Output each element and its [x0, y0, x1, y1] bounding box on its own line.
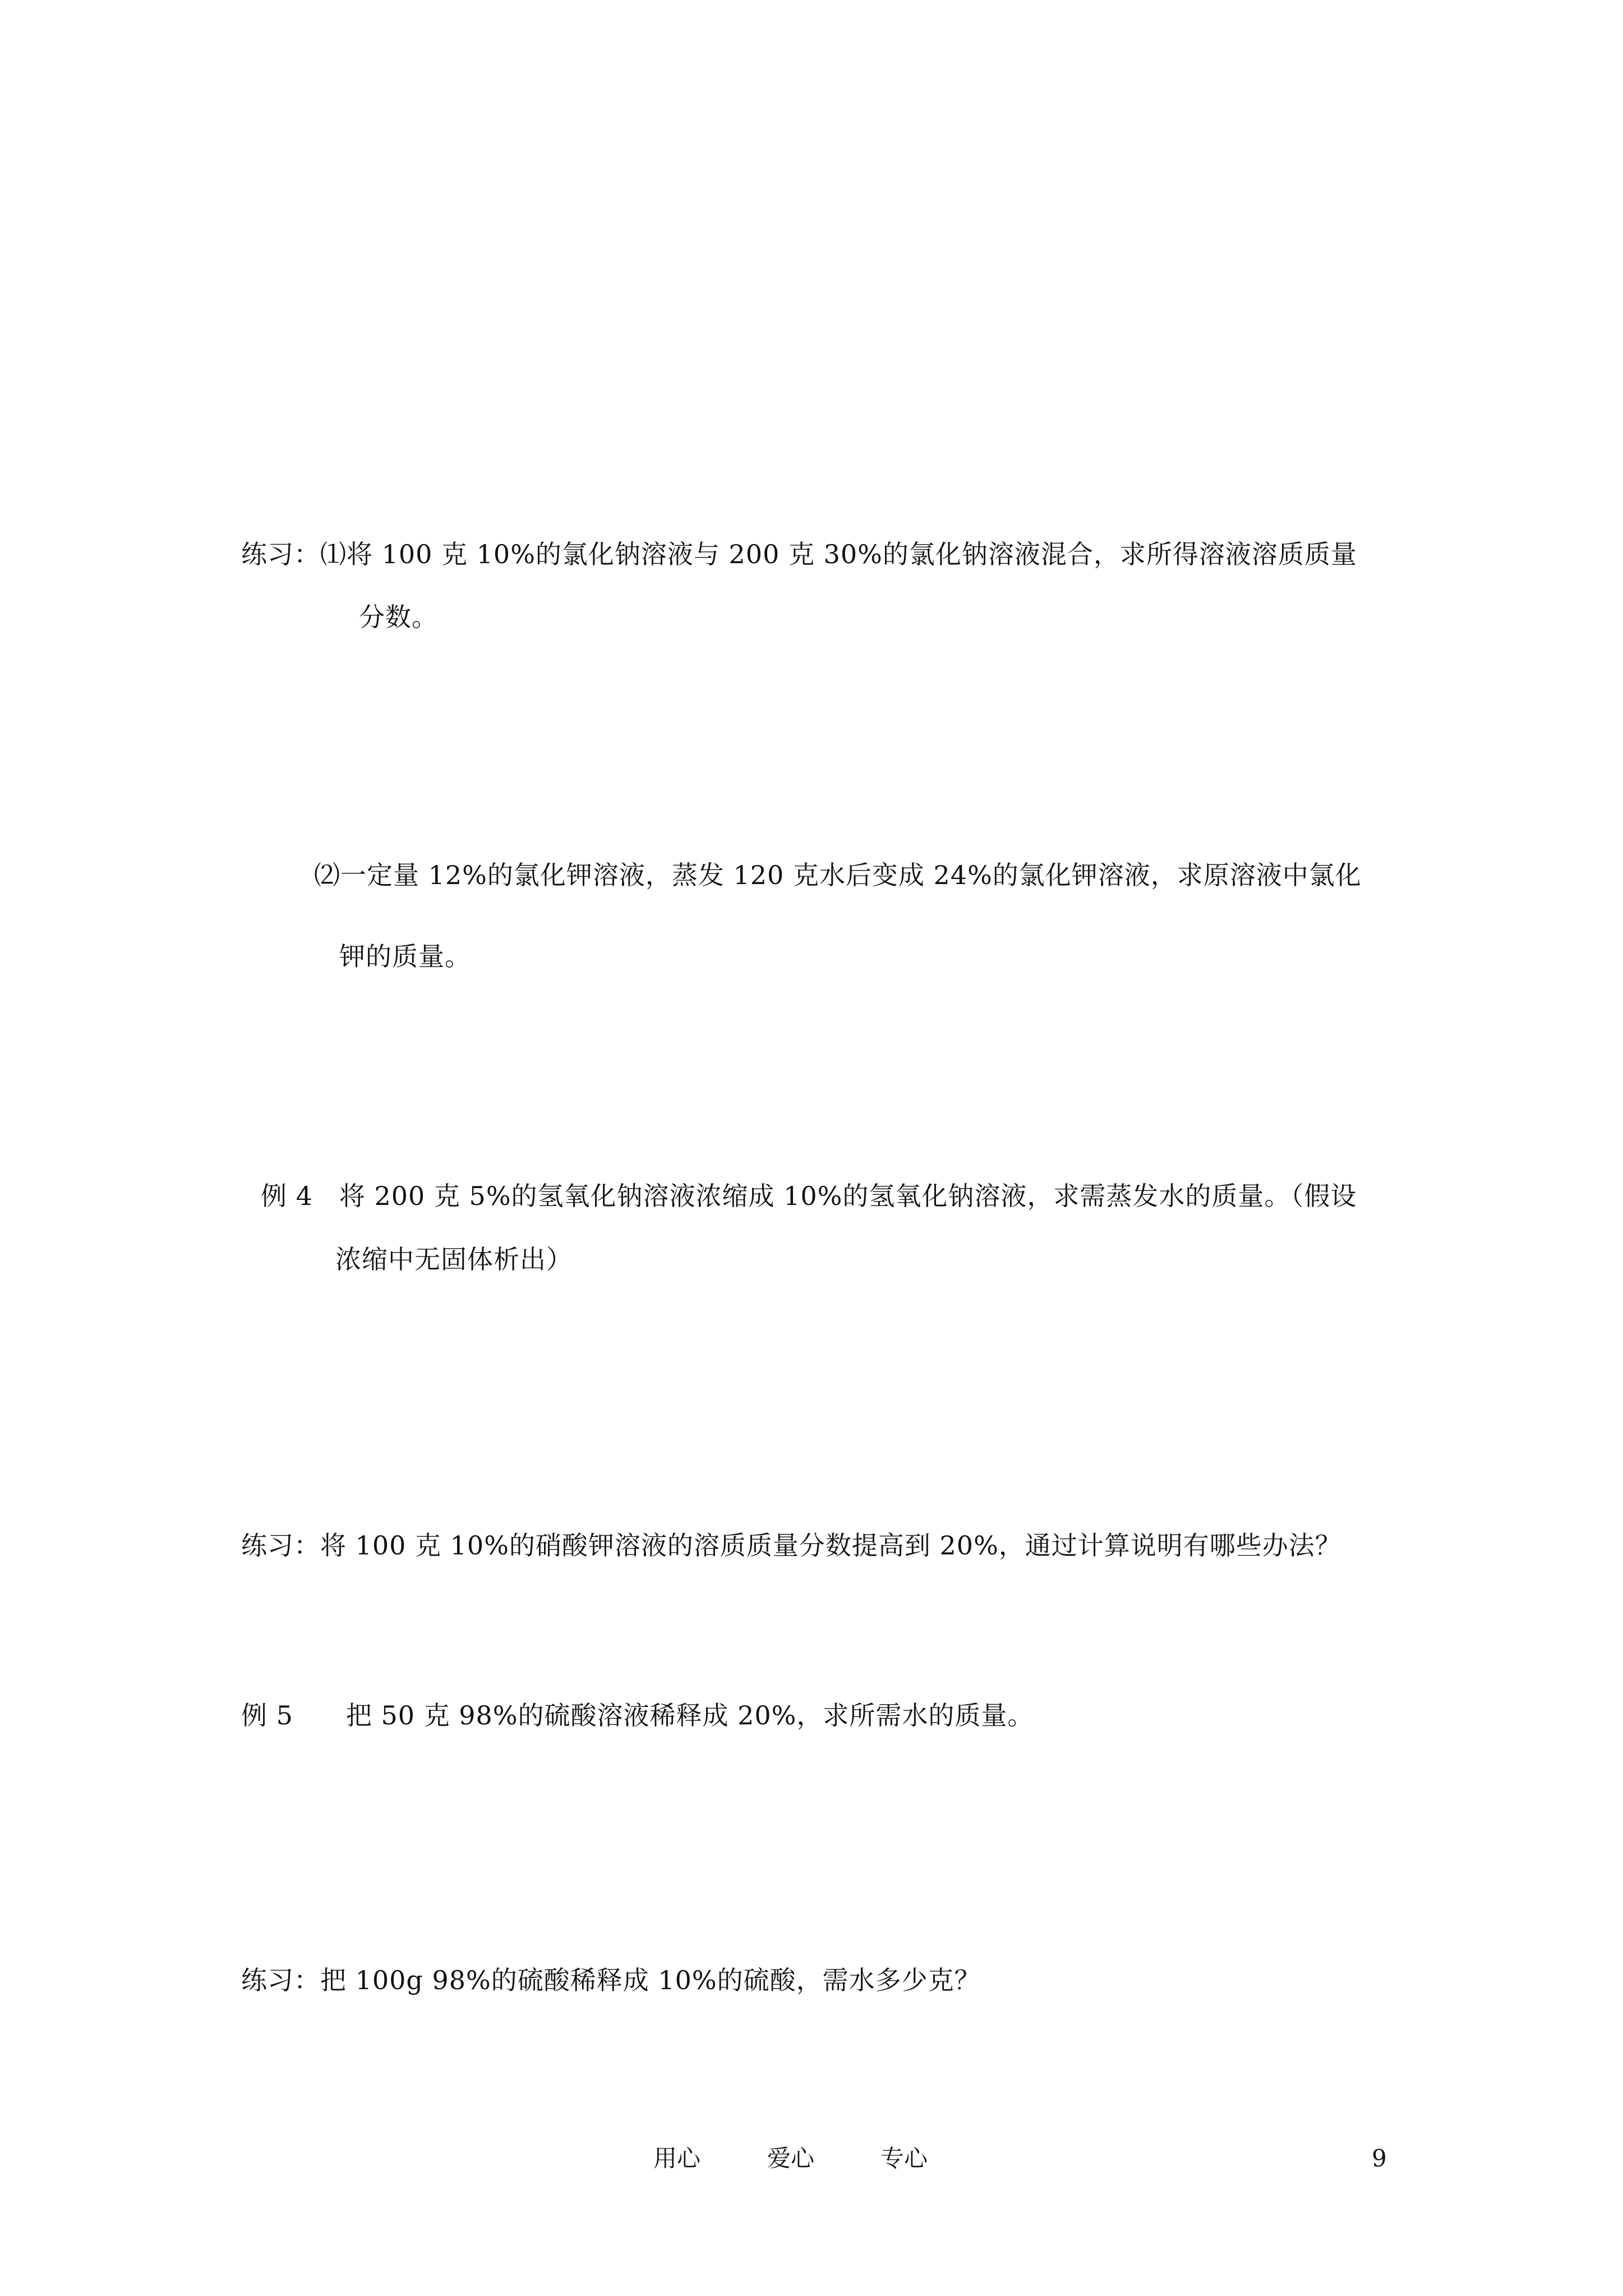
footer-motto-3: 专心 [880, 2145, 928, 2172]
footer-motto-1: 用心 [653, 2145, 701, 2172]
example-5: 例 5 把 50 克 98%的硫酸溶液稀释成 20%，求所需水的质量。 [241, 1700, 1034, 1731]
practice-3: 练习：把 100g 98%的硫酸稀释成 10%的硫酸，需水多少克？ [241, 1965, 981, 1995]
footer-motto-2: 爱心 [767, 2145, 815, 2172]
practice-2: 练习：将 100 克 10%的硝酸钾溶液的溶质质量分数提高到 20%，通过计算说明有哪些办法？ [241, 1530, 1341, 1561]
practice-1-line-2: 分数。 [359, 602, 438, 632]
example-4-line-2: 浓缩中无固体析出） [335, 1244, 573, 1274]
example-4-line-1: 例 4 将 200 克 5%的氢氧化钠溶液浓缩成 10%的氢氧化钠溶液，求需蒸发水的质量。（假设 [261, 1181, 1357, 1211]
practice-1-part-2-line-1: ⑵一定量 12%的氯化钾溶液，蒸发 120 克水后变成 24%的氯化钾溶液，求原溶液中氯化 [314, 860, 1362, 890]
practice-1-line-1: 练习：⑴将 100 克 10%的氯化钠溶液与 200 克 30%的氯化钠溶液混合，求所得溶液溶质质量 [241, 539, 1357, 569]
page-number: 9 [1372, 2145, 1387, 2172]
practice-1-part-2-line-2: 钾的质量。 [339, 941, 471, 972]
